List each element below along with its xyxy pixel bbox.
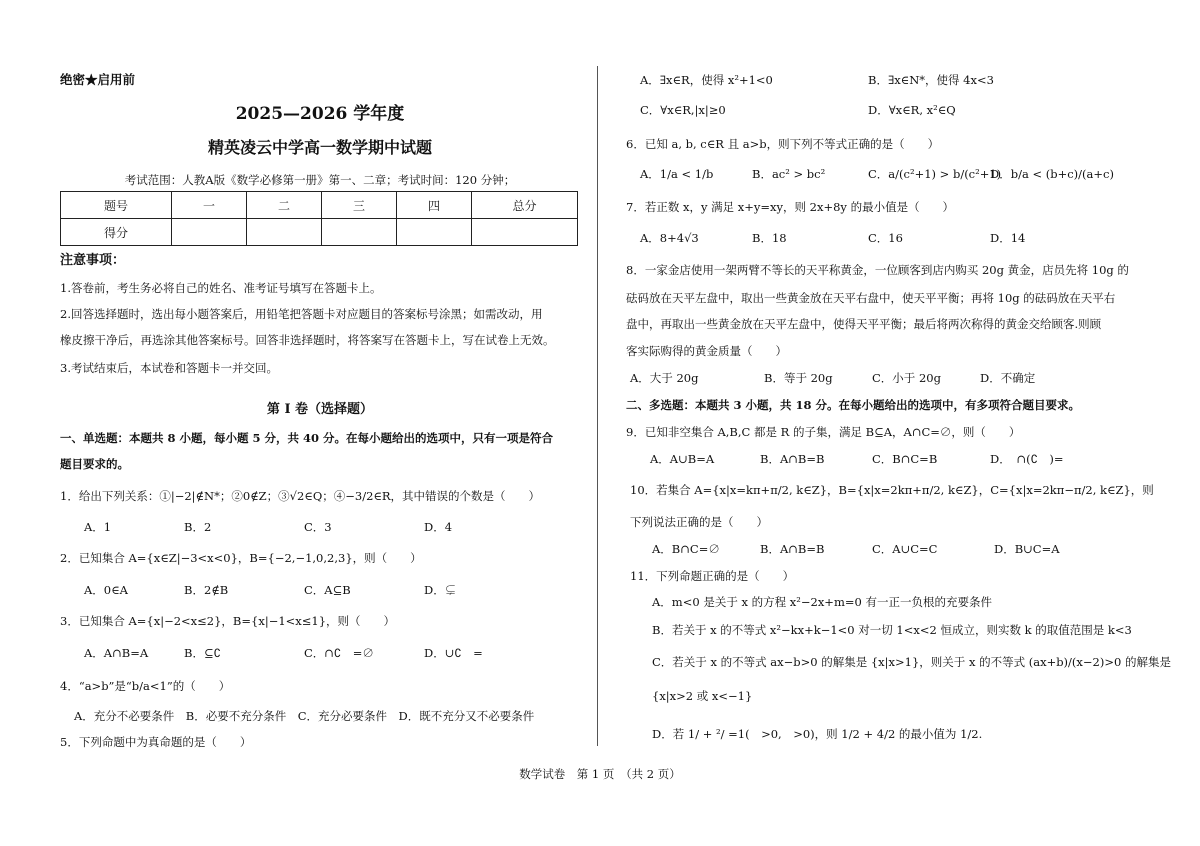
q6-option: B．ac² > bc² <box>752 167 826 181</box>
q5-option: C．∀x∈R,|x|≥0 <box>640 103 726 117</box>
question-8-line: 客实际购得的黄金质量（ ） <box>626 344 787 358</box>
q11-option-b: B．若关于 x 的不等式 x²−kx+k−1<0 对一切 1<x<2 恒成立，则实数 k 的取值范围是 k<3 <box>652 623 1132 637</box>
q7-option: C．16 <box>868 231 903 245</box>
score-table-header: 四 <box>397 192 472 219</box>
q8-option: A．大于 20g <box>630 371 699 385</box>
score-table-header: 二 <box>247 192 322 219</box>
score-table-header: 三 <box>322 192 397 219</box>
notice-title: 注意事项： <box>60 253 126 268</box>
q2-option: D．⊊ <box>424 583 457 597</box>
q9-option: D． ∩(∁ )= <box>990 452 1064 466</box>
score-table-header-row <box>61 192 578 219</box>
section1-heading: 一、单选题：本题共 8 小题，每小题 5 分，共 40 分。在每小题给出的选项中，只有一项是符合 <box>60 431 554 445</box>
score-cell[interactable] <box>397 219 472 246</box>
q11-option-a: A．m<0 是关于 x 的方程 x²−2x+m=0 有一正一负根的充要条件 <box>652 595 992 609</box>
score-table-header: 一 <box>172 192 247 219</box>
page-footer: 数学试卷 第 1 页 （共 2 页） <box>519 767 681 781</box>
q2-option: C．A⊆B <box>304 583 351 597</box>
question-5: 5．下列命题中为真命题的是（ ） <box>60 735 252 749</box>
question-10-cont: 下列说法正确的是（ ） <box>630 515 768 529</box>
q11-option-c: C．若关于 x 的不等式 ax−b>0 的解集是 {x|x>1}，则关于 x 的不等式 (ax+b)/(x−2)>0 的解集是 <box>652 655 1171 669</box>
q5-option: B．∃x∈N*，使得 4x<3 <box>868 73 994 87</box>
part1-title: 第 I 卷（选择题） <box>266 402 374 417</box>
score-row-label: 得分 <box>61 219 172 246</box>
q9-option: B．A∩B=B <box>760 452 825 466</box>
q4-options: A．充分不必要条件 B．必要不充分条件 C．充分必要条件 D．既不充分又不必要条件 <box>74 709 535 723</box>
q3-option: C．∩∁ =∅ <box>304 646 374 660</box>
question-10: 10．若集合 A={x|x=kπ+π/2, k∈Z}，B={x|x=2kπ+π/2, k∈Z}，C={x|x=2kπ−π/2, k∈Z}，则 <box>630 483 1154 497</box>
q10-option: D．B∪C=A <box>994 542 1060 556</box>
notice-item: 橡皮擦干净后，再选涂其他答案标号。回答非选择题时，将答案写在答题卡上，写在试卷上无效。 <box>60 333 555 347</box>
secret-label: 绝密★启用前 <box>60 72 136 87</box>
column-divider <box>597 66 598 746</box>
q7-option: A．8+4√3 <box>640 231 699 245</box>
question-7: 7．若正数 x，y 满足 x+y=xy，则 2x+8y 的最小值是（ ） <box>626 200 955 214</box>
q3-option: A．A∩B=A <box>84 646 149 660</box>
q6-option: A．1/a < 1/b <box>640 167 714 181</box>
notice-item: 3.考试结束后，本试卷和答题卡一并交回。 <box>60 361 278 375</box>
q5-option: D．∀x∈R, x²∈Q <box>868 103 956 117</box>
q7-option: D．14 <box>990 231 1026 245</box>
q2-option: B．2∉B <box>184 583 229 597</box>
q1-option: D．4 <box>424 520 453 534</box>
q11-option-c-cont: {x|x>2 或 x<−1} <box>652 689 753 703</box>
q6-option: D．b/a < (b+c)/(a+c) <box>990 167 1114 181</box>
q11-option-d: D．若 1/ + ²/ =1( >0, >0)，则 1/2 + 4/2 的最小值为 1/2. <box>652 727 983 741</box>
exam-title: 精英凌云中学高一数学期中试题 <box>207 138 432 157</box>
question-1: 1．给出下列关系：①|−2|∉N*；②0∉Z；③√2∈Q；④−3/2∈R，其中错误的个数是（ ） <box>60 489 541 503</box>
q10-option: B．A∩B=B <box>760 542 825 556</box>
q8-option: C．小于 20g <box>872 371 941 385</box>
q3-option: B．⊆∁ <box>184 646 221 660</box>
q10-option: C．A∪C=C <box>872 542 938 556</box>
question-3: 3．已知集合 A={x|−2<x≤2}，B={x|−1<x≤1}，则（ ） <box>60 614 396 628</box>
score-table-header: 总分 <box>472 192 578 219</box>
q9-option: C．B∩C=B <box>872 452 938 466</box>
school-year: 2025—2026 学年度 <box>235 104 405 124</box>
score-cell[interactable] <box>472 219 578 246</box>
q7-option: B．18 <box>752 231 787 245</box>
q2-option: A．0∈A <box>84 583 128 597</box>
question-2: 2．已知集合 A={x∈Z|−3<x<0}，B={−2,−1,0,2,3}，则（ ） <box>60 551 422 565</box>
score-table-row <box>61 219 578 246</box>
q3-option: D．∪∁ = <box>424 646 483 660</box>
q1-option: B．2 <box>184 520 212 534</box>
score-table <box>60 191 578 246</box>
q6-option: C．a/(c²+1) > b/(c²+1) <box>868 167 1002 181</box>
section2-heading: 二、多选题：本题共 3 小题，共 18 分。在每小题给出的选项中，有多项符合题目要求。 <box>626 398 1081 412</box>
score-cell[interactable] <box>247 219 322 246</box>
q8-option: B．等于 20g <box>764 371 833 385</box>
exam-scope: 考试范围：人教A版《数学必修第一册》第一、二章；考试时间：120 分钟； <box>124 173 516 187</box>
question-6: 6．已知 a, b, c∈R 且 a>b，则下列不等式正确的是（ ） <box>626 137 940 151</box>
question-8-line: 盘中，再取出一些黄金放在天平左盘中，使得天平平衡；最后将两次称得的黄金交给顾客.则顾 <box>626 317 1102 331</box>
question-4: 4．“a>b”是“b/a<1”的（ ） <box>60 679 231 693</box>
q1-option: C．3 <box>304 520 332 534</box>
question-9: 9．已知非空集合 A,B,C 都是 R 的子集，满足 B⊆A，A∩C=∅，则（ ） <box>626 425 1021 439</box>
question-11: 11．下列命题正确的是（ ） <box>630 569 795 583</box>
notice-item: 2.回答选择题时，选出每小题答案后，用铅笔把答题卡对应题目的答案标号涂黑；如需改动，用 <box>60 307 543 321</box>
q9-option: A．A∪B=A <box>650 452 715 466</box>
score-cell[interactable] <box>322 219 397 246</box>
q1-option: A．1 <box>84 520 112 534</box>
notice-item: 1.答卷前，考生务必将自己的姓名、准考证号填写在答题卡上。 <box>60 281 382 295</box>
question-8-line: 8．一家金店使用一架两臂不等长的天平称黄金，一位顾客到店内购买 20g 黄金，店员先将 10g 的 <box>626 263 1129 277</box>
question-8-line: 砝码放在天平左盘中，取出一些黄金放在天平右盘中，使天平平衡；再将 10g 的砝码放在天平右 <box>626 291 1116 305</box>
score-table-header: 题号 <box>61 192 172 219</box>
q10-option: A．B∩C=∅ <box>652 542 720 556</box>
q8-option: D．不确定 <box>980 371 1036 385</box>
q5-option: A．∃x∈R，使得 x²+1<0 <box>640 73 773 87</box>
score-cell[interactable] <box>172 219 247 246</box>
section1-heading-cont: 题目要求的。 <box>60 457 129 471</box>
